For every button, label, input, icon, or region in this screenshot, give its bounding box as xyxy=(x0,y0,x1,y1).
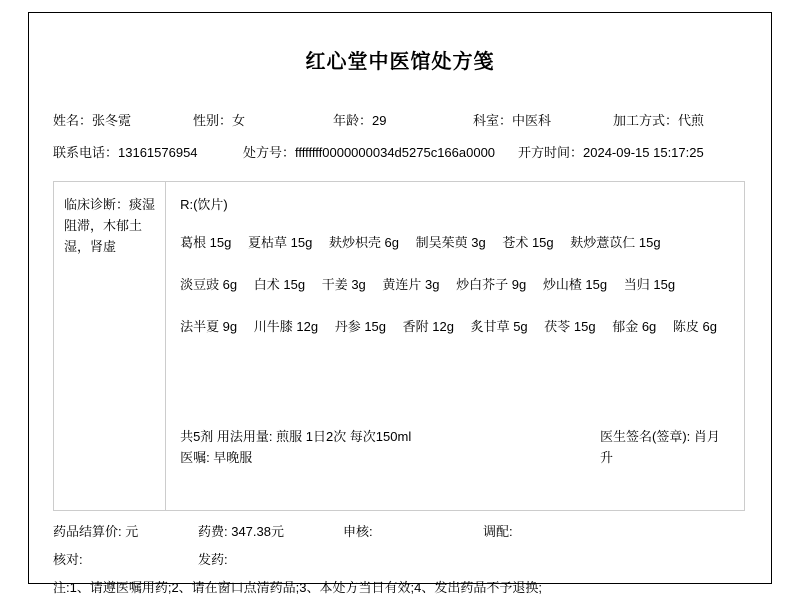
herb-item: 葛根 15g xyxy=(180,235,232,250)
page-title: 红心堂中医馆处方笺 xyxy=(305,51,495,73)
herb-item: 白术 15g xyxy=(253,277,306,292)
clinical-diagnosis: 临床诊断：痰湿阻滞，木郁土湿，肾虚 xyxy=(54,182,166,510)
doctor-advice: 医嘱: 早晚服 xyxy=(180,450,253,465)
prescription-number: 处方号：ffffffff0000000034d5275c166a0000 xyxy=(243,145,496,160)
patient-gender: 性别：女 xyxy=(193,113,246,128)
dispense-field: 调配: xyxy=(483,524,513,539)
footer-notes: 注:1、请遵医嘱用药;2、请在窗口点清药品;3、本处方当日有效;4、发出药品不予退换; xyxy=(53,580,542,595)
patient-info xyxy=(29,110,771,161)
process-method: 加工方式：代煎 xyxy=(613,113,705,128)
usage-column xyxy=(180,426,411,468)
doctor-signature: 医生签名(签章): 肖月升 xyxy=(600,429,720,465)
check-field: 核对: xyxy=(53,552,83,567)
herb-item: 夏枯草 15g xyxy=(248,235,313,250)
herb-item: 香附 12g xyxy=(402,319,454,334)
herb-item: 当归 15g xyxy=(623,277,676,292)
usage-instructions: 共5剂 用法用量: 煎服 1日2次 每次150ml xyxy=(180,429,412,444)
review-field: 申核: xyxy=(343,524,373,539)
herb-line-2 xyxy=(180,275,730,295)
usage-and-signature xyxy=(180,426,730,468)
herb-item: 丹参 15g xyxy=(334,319,387,334)
department: 科室：中医科 xyxy=(473,113,552,128)
herb-item: 黄连片 3g xyxy=(382,277,440,292)
herb-item: 法半夏 9g xyxy=(180,319,238,334)
patient-info-row-1 xyxy=(53,110,747,129)
herb-item: 陈皮 6g xyxy=(672,319,717,334)
patient-phone: 联系电话：13161576954 xyxy=(53,145,198,160)
herb-item: 麸炒枳壳 6g xyxy=(328,235,400,250)
herb-item: 制吴茱萸 3g xyxy=(415,235,486,250)
herb-item: 干姜 3g xyxy=(321,277,366,292)
herb-item: 茯苓 15g xyxy=(544,319,596,334)
prescription-border xyxy=(28,12,772,595)
prescription-footer xyxy=(53,521,745,596)
rx-label: R:(饮片) xyxy=(180,197,228,212)
herb-item: 炒白芥子 9g xyxy=(456,277,527,292)
herb-line-1 xyxy=(180,233,730,253)
settle-price: 药品结算价: 元 xyxy=(53,524,139,539)
herb-item: 炙甘草 5g xyxy=(470,319,528,334)
herb-item: 川牛膝 12g xyxy=(253,319,319,334)
herb-line-3 xyxy=(180,317,730,337)
footer-row-1 xyxy=(53,521,745,540)
herb-item: 郁金 6g xyxy=(612,319,657,334)
herb-item: 苍术 15g xyxy=(502,235,554,250)
herb-item: 炒山楂 15g xyxy=(542,277,608,292)
issue-field: 发药: xyxy=(198,552,228,567)
patient-name: 姓名：张冬霓 xyxy=(53,113,132,128)
herb-item: 麸炒薏苡仁 15g xyxy=(570,235,661,250)
footer-row-2 xyxy=(53,549,745,568)
patient-info-row-2 xyxy=(53,142,747,161)
patient-age: 年龄：29 xyxy=(333,113,387,128)
prescription-content xyxy=(166,182,744,510)
prescription-usage-block xyxy=(180,426,730,468)
prescription-datetime: 开方时间：2024-09-15 15:17:25 xyxy=(518,145,704,160)
prescription-body xyxy=(53,181,745,511)
herb-item: 淡豆豉 6g xyxy=(180,277,238,292)
medicine-fee: 药费: 347.38元 xyxy=(198,524,284,539)
